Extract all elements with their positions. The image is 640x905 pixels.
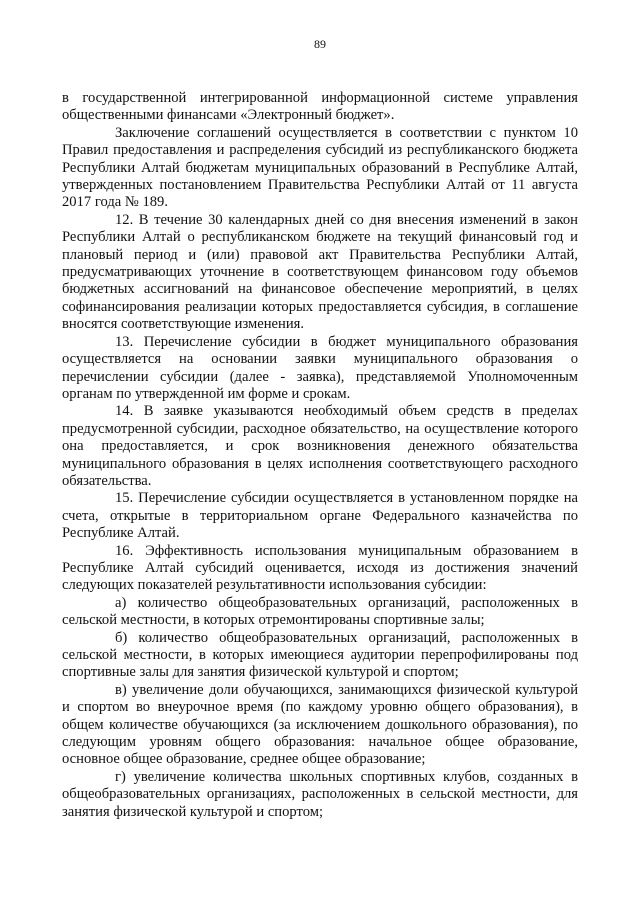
paragraph-14: 14. В заявке указываются необходимый объем средств в пределах предусмотренной субсидии, расходное обязательство, на осуществление которого она предоставляется, и срок возникновения денежного обязательства муниципального образования в целях исполнения соответствующего расходного обязательства. [62,403,578,489]
paragraph-continuation: в государственной интегрированной информационной системе управления общественными финансами «Электронный бюджет». [62,90,578,124]
list-item-g: г) увеличение количества школьных спортивных клубов, созданных в общеобразовательных организациях, расположенных в сельской местности, для занятия физической культурой и спортом; [62,768,578,820]
paragraph-agreement-conclusion: Заключение соглашений осуществляется в соответствии с пунктом 10 Правил предоставления и распределения субсидий из республиканского бюджета Республики Алтай бюджетам муниципальных образований в Республике Алтай, утвержденных постановлением Правительства Республики Алтай от 11 августа 2017 года № 189. [62,124,578,211]
paragraph-15: 15. Перечисление субсидии осуществляется в установленном порядке на счета, открытые в территориальном органе Федерального казначейства по Республике Алтай. [62,490,578,542]
paragraph-12: 12. В течение 30 календарных дней со дня внесения изменений в закон Республики Алтай о республиканском бюджете на текущий финансовый год и плановый период и (или) правовой акт Правительства Республики Алтай, предусматривающих уточнение в соответствующем финансовом году объемов бюджетных ассигнований на финансовое обеспечение мероприятий, в целях софинансирования реализации которых предоставляется субсидия, в соглашение вносятся соответствующие изменения. [62,211,578,333]
list-item-b: б) количество общеобразовательных организаций, расположенных в сельской местности, в которых имеющиеся аудитории перепрофилированы под спортивные залы для занятия физической культурой и спортом; [62,629,578,681]
page-number: 89 [314,37,326,51]
paragraph-13: 13. Перечисление субсидии в бюджет муниципального образования осуществляется на основании заявки муниципального образования о перечислении субсидии (далее - заявка), представляемой Уполномоченным органам по утвержденной им форме и срокам. [62,333,578,402]
paragraph-16: 16. Эффективность использования муниципальным образованием в Республике Алтай субсидий оценивается, исходя из достижения значений следующих показателей результативности использования субсидии: [62,542,578,594]
list-item-a: а) количество общеобразовательных организаций, расположенных в сельской местности, в которых отремонтированы спортивные залы; [62,594,578,629]
list-item-v: в) увеличение доли обучающихся, занимающихся физической культурой и спортом во внеурочное время (по каждому уровню общего образования), в общем количестве обучающихся (за исключением дошкольного образования), по следующим уровням общего образования: начальное общее образование, основное общее образование, среднее общее образование; [62,681,578,768]
document-body [62,90,578,821]
